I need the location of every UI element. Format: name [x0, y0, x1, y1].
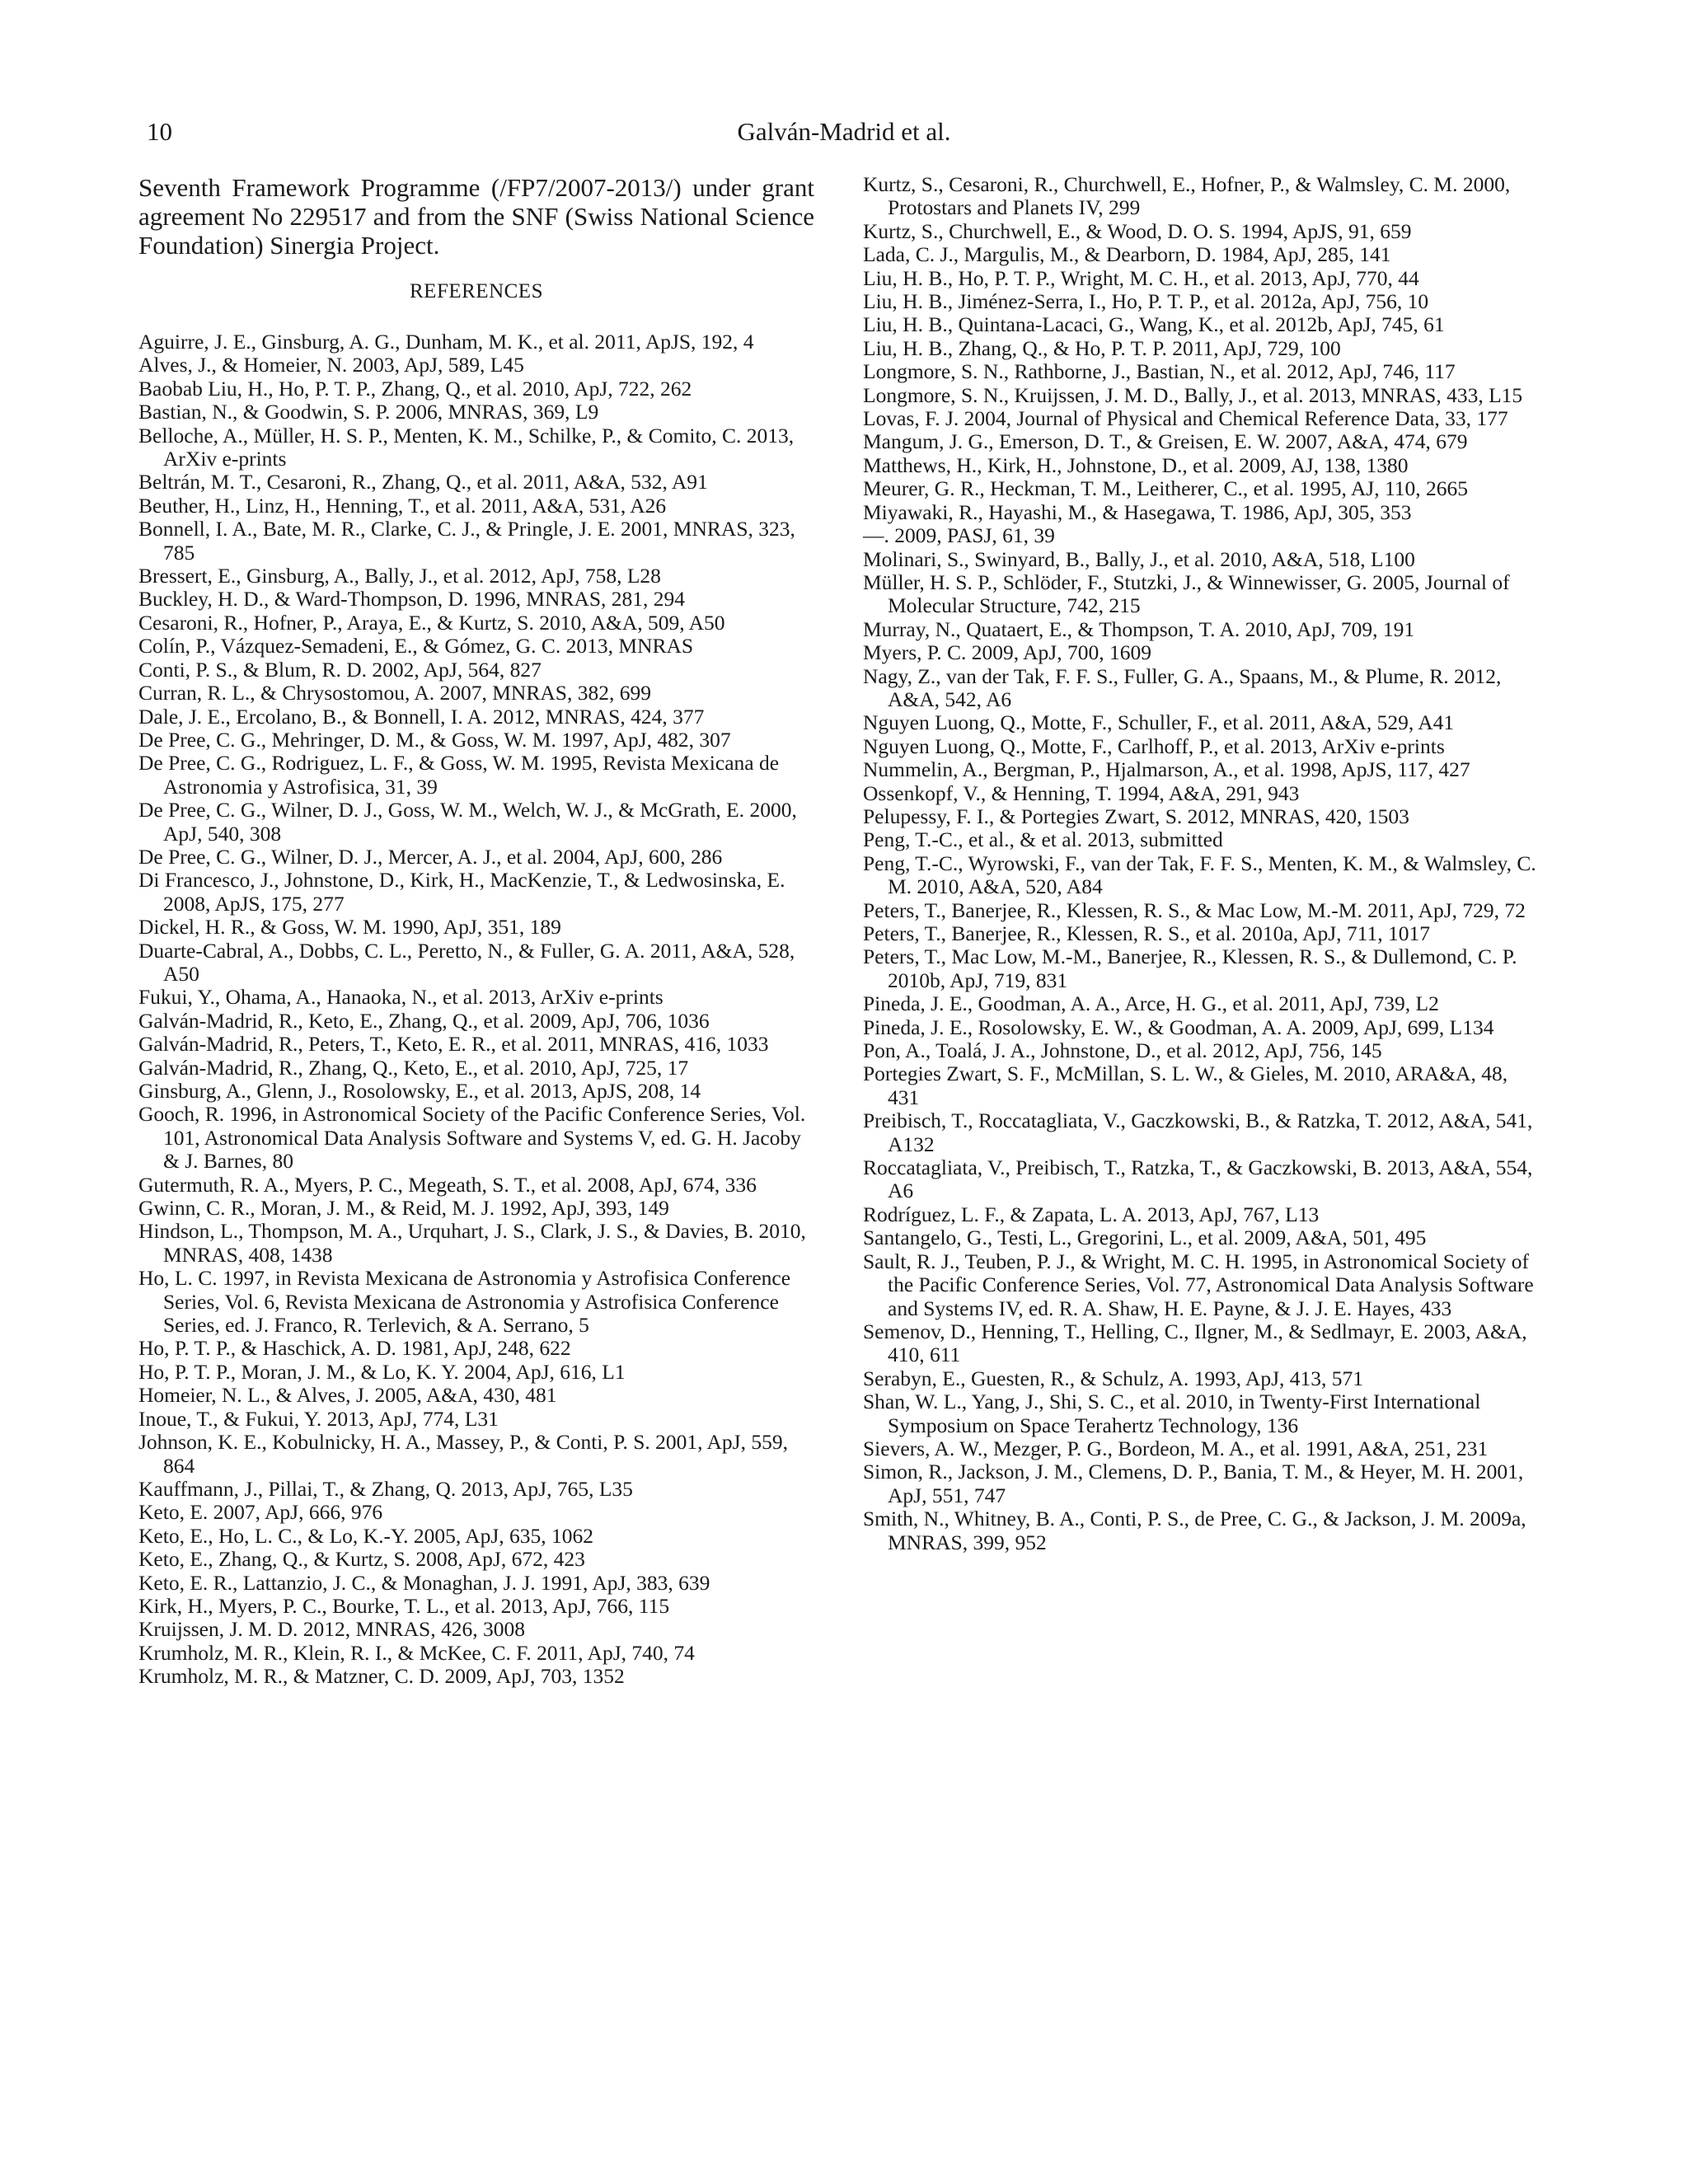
reference-item: Müller, H. S. P., Schlöder, F., Stutzki, J., & Winnewisser, G. 2005, Journal of Molecular Structure, 742, 215 — [863, 569, 1510, 618]
reference-item: Lada, C. J., Margulis, M., & Dearborn, D. 1984, ApJ, 285, 141 — [863, 242, 1391, 267]
reference-item: Murray, N., Quataert, E., & Thompson, T. A. 2010, ApJ, 709, 191 — [863, 616, 1415, 641]
reference-item: Sault, R. J., Teuben, P. J., & Wright, M. C. H. 1995, in Astronomical Society of the Pacific Conference Series, Vol. 77, Astronomical Data Analysis Software and Systems IV, ed. R. A. Shaw, H. E. Payne, & J. J. E. Hayes, 433 — [863, 1249, 1534, 1320]
reference-item: Longmore, S. N., Rathborne, J., Bastian, N., et al. 2012, ApJ, 746, 117 — [863, 359, 1456, 384]
reference-item: Gooch, R. 1996, in Astronomical Society of the Pacific Conference Series, Vol. 101, Astronomical Data Analysis Software and Systems V, ed. G. H. Jacoby & J. Barnes, 80 — [138, 1102, 806, 1174]
reference-item: De Pree, C. G., Mehringer, D. M., & Goss, W. M. 1997, ApJ, 482, 307 — [138, 727, 731, 752]
reference-item: De Pree, C. G., Rodriguez, L. F., & Goss, W. M. 1995, Revista Mexicana de Astronomia y Astrofisica, 31, 39 — [138, 751, 780, 799]
reference-item: —. 2009, PASJ, 61, 39 — [863, 523, 1055, 548]
reference-item: Belloche, A., Müller, H. S. P., Menten, K. M., Schilke, P., & Comito, C. 2013, ArXiv e-prints — [138, 423, 795, 471]
reference-item: Keto, E., Zhang, Q., & Kurtz, S. 2008, ApJ, 672, 423 — [138, 1547, 585, 1572]
acknowledgment-text: Seventh Framework Programme (/FP7/2007-2013/) under grant agreement No 229517 and from the SNF (Swiss National Science Foundation) Sinergia Project. — [138, 173, 814, 260]
reference-item: Myers, P. C. 2009, ApJ, 700, 1609 — [863, 640, 1151, 665]
reference-item: Nummelin, A., Bergman, P., Hjalmarson, A., et al. 1998, ApJS, 117, 427 — [863, 757, 1470, 782]
reference-item: Homeier, N. L., & Alves, J. 2005, A&A, 430, 481 — [138, 1383, 557, 1408]
reference-item: De Pree, C. G., Wilner, D. J., Mercer, A. J., et al. 2004, ApJ, 600, 286 — [138, 844, 723, 869]
reference-item: Liu, H. B., Ho, P. T. P., Wright, M. C. H., et al. 2013, ApJ, 770, 44 — [863, 265, 1419, 290]
reference-item: Kirk, H., Myers, P. C., Bourke, T. L., et al. 2013, ApJ, 766, 115 — [138, 1593, 670, 1618]
reference-item: Miyawaki, R., Hayashi, M., & Hasegawa, T. 1986, ApJ, 305, 353 — [863, 499, 1412, 524]
reference-item: Mangum, J. G., Emerson, D. T., & Greisen, E. W. 2007, A&A, 474, 679 — [863, 429, 1468, 454]
reference-item: Shan, W. L., Yang, J., Shi, S. C., et al. 2010, in Twenty-First International Symposium on Space Terahertz Technology, 136 — [863, 1390, 1481, 1437]
reference-item: Beltrán, M. T., Cesaroni, R., Zhang, Q., et al. 2011, A&A, 532, A91 — [138, 470, 708, 494]
reference-item: Fukui, Y., Ohama, A., Hanaoka, N., et al. 2013, ArXiv e-prints — [138, 985, 663, 1010]
reference-item: Smith, N., Whitney, B. A., Conti, P. S., de Pree, C. G., & Jackson, J. M. 2009a, MNRAS, 399, 952 — [863, 1507, 1526, 1554]
reference-item: Pineda, J. E., Rosolowsky, E. W., & Goodman, A. A. 2009, ApJ, 699, L134 — [863, 1015, 1494, 1039]
reference-item: Pineda, J. E., Goodman, A. A., Arce, H. G., et al. 2011, ApJ, 739, L2 — [863, 991, 1439, 1016]
reference-item: Gutermuth, R. A., Myers, P. C., Megeath, S. T., et al. 2008, ApJ, 674, 336 — [138, 1172, 757, 1197]
reference-item: Rodríguez, L. F., & Zapata, L. A. 2013, ApJ, 767, L13 — [863, 1202, 1320, 1226]
reference-item: Krumholz, M. R., Klein, R. I., & McKee, C. F. 2011, ApJ, 740, 74 — [138, 1640, 695, 1665]
reference-item: Nguyen Luong, Q., Motte, F., Schuller, F., et al. 2011, A&A, 529, A41 — [863, 710, 1455, 735]
reference-item: Ginsburg, A., Glenn, J., Rosolowsky, E., et al. 2013, ApJS, 208, 14 — [138, 1079, 701, 1103]
page-number: 10 — [147, 117, 172, 146]
reference-item: Pon, A., Toalá, J. A., Johnstone, D., et al. 2012, ApJ, 756, 145 — [863, 1038, 1382, 1063]
reference-item: Di Francesco, J., Johnstone, D., Kirk, H., MacKenzie, T., & Ledwosinska, E. 2008, ApJS, 175, 277 — [138, 868, 785, 916]
reference-item: Bastian, N., & Goodwin, S. P. 2006, MNRAS, 369, L9 — [138, 400, 599, 424]
reference-item: Alves, J., & Homeier, N. 2003, ApJ, 589, L45 — [138, 353, 524, 377]
reference-item: Galván-Madrid, R., Zhang, Q., Keto, E., et al. 2010, ApJ, 725, 17 — [138, 1055, 689, 1080]
reference-item: Galván-Madrid, R., Keto, E., Zhang, Q., et al. 2009, ApJ, 706, 1036 — [138, 1008, 710, 1033]
reference-item: Ho, P. T. P., & Haschick, A. D. 1981, ApJ, 248, 622 — [138, 1336, 571, 1361]
reference-item: Semenov, D., Henning, T., Helling, C., Ilgner, M., & Sedlmayr, E. 2003, A&A, 410, 611 — [863, 1319, 1527, 1367]
reference-item: Portegies Zwart, S. F., McMillan, S. L. W., & Gieles, M. 2010, ARA&A, 48, 431 — [863, 1062, 1508, 1109]
reference-item: Keto, E. 2007, ApJ, 666, 976 — [138, 1500, 383, 1525]
reference-item: Hindson, L., Thompson, M. A., Urquhart, J. S., Clark, J. S., & Davies, B. 2010, MNRAS, 408, 1438 — [138, 1219, 806, 1267]
reference-item: Santangelo, G., Testi, L., Gregorini, L., et al. 2009, A&A, 501, 495 — [863, 1226, 1427, 1250]
reference-item: Dale, J. E., Ercolano, B., & Bonnell, I. A. 2012, MNRAS, 424, 377 — [138, 704, 705, 729]
right-column — [863, 173, 1539, 1554]
reference-item: Buckley, H. D., & Ward-Thompson, D. 1996, MNRAS, 281, 294 — [138, 587, 686, 612]
reference-item: Bressert, E., Ginsburg, A., Bally, J., et al. 2012, ApJ, 758, L28 — [138, 564, 661, 588]
reference-item: Nagy, Z., van der Tak, F. F. S., Fuller, G. A., Spaans, M., & Plume, R. 2012, A&A, 542, A6 — [863, 663, 1502, 711]
reference-item: Lovas, F. J. 2004, Journal of Physical and Chemical Reference Data, 33, 177 — [863, 406, 1508, 431]
reference-item: Kurtz, S., Cesaroni, R., Churchwell, E., Hofner, P., & Walmsley, C. M. 2000, Protostars and Planets IV, 299 — [863, 172, 1511, 220]
reference-item: Krumholz, M. R., & Matzner, C. D. 2009, ApJ, 703, 1352 — [138, 1664, 625, 1689]
reference-item: Kruijssen, J. M. D. 2012, MNRAS, 426, 3008 — [138, 1617, 525, 1642]
reference-item: Keto, E. R., Lattanzio, J. C., & Monaghan, J. J. 1991, ApJ, 383, 639 — [138, 1570, 710, 1595]
reference-item: Peters, T., Banerjee, R., Klessen, R. S., & Mac Low, M.-M. 2011, ApJ, 729, 72 — [863, 898, 1526, 922]
reference-item: Bonnell, I. A., Bate, M. R., Clarke, C. J., & Pringle, J. E. 2001, MNRAS, 323, 785 — [138, 517, 795, 565]
running-head: Galván-Madrid et al. — [737, 117, 951, 146]
reference-item: Roccatagliata, V., Preibisch, T., Ratzka, T., & Gaczkowski, B. 2013, A&A, 554, A6 — [863, 1155, 1533, 1203]
reference-item: Serabyn, E., Guesten, R., & Schulz, A. 1993, ApJ, 413, 571 — [863, 1366, 1364, 1390]
reference-item: Peng, T.-C., et al., & et al. 2013, submitted — [863, 827, 1223, 852]
reference-item: Pelupessy, F. I., & Portegies Zwart, S. 2012, MNRAS, 420, 1503 — [863, 804, 1409, 828]
reference-item: Inoue, T., & Fukui, Y. 2013, ApJ, 774, L31 — [138, 1406, 499, 1431]
reference-item: Baobab Liu, H., Ho, P. T. P., Zhang, Q., et al. 2010, ApJ, 722, 262 — [138, 376, 692, 401]
reference-item: Johnson, K. E., Kobulnicky, H. A., Massey, P., & Conti, P. S. 2001, ApJ, 559, 864 — [138, 1430, 788, 1478]
page-header — [0, 115, 1688, 157]
left-column — [138, 173, 814, 1689]
reference-item: Cesaroni, R., Hofner, P., Araya, E., & Kurtz, S. 2010, A&A, 509, A50 — [138, 610, 725, 635]
reference-item: Liu, H. B., Jiménez-Serra, I., Ho, P. T. P., et al. 2012a, ApJ, 756, 10 — [863, 289, 1429, 314]
reference-item: Aguirre, J. E., Ginsburg, A. G., Dunham, M. K., et al. 2011, ApJS, 192, 4 — [138, 330, 754, 354]
reference-item: Duarte-Cabral, A., Dobbs, C. L., Peretto, N., & Fuller, G. A. 2011, A&A, 528, A50 — [138, 938, 795, 986]
reference-item: De Pree, C. G., Wilner, D. J., Goss, W. M., Welch, W. J., & McGrath, E. 2000, ApJ, 540, 308 — [138, 798, 797, 846]
reference-item: Ho, L. C. 1997, in Revista Mexicana de Astronomia y Astrofisica Conference Series, Vol. 6, Revista Mexicana de Astronomia y Astrofisica Conference Series, ed. J. Franco, R. Terlevich, & A. Serrano, 5 — [138, 1266, 791, 1338]
reference-item: Gwinn, C. R., Moran, J. M., & Reid, M. J. 1992, ApJ, 393, 149 — [138, 1196, 669, 1221]
reference-item: Kauffmann, J., Pillai, T., & Zhang, Q. 2013, ApJ, 765, L35 — [138, 1476, 633, 1501]
reference-item: Liu, H. B., Zhang, Q., & Ho, P. T. P. 2011, ApJ, 729, 100 — [863, 335, 1341, 360]
reference-item: Liu, H. B., Quintana-Lacaci, G., Wang, K., et al. 2012b, ApJ, 745, 61 — [863, 312, 1445, 337]
reference-item: Dickel, H. R., & Goss, W. M. 1990, ApJ, 351, 189 — [138, 915, 561, 940]
reference-item: Meurer, G. R., Heckman, T. M., Leitherer, C., et al. 1995, AJ, 110, 2665 — [863, 476, 1469, 501]
reference-item: Nguyen Luong, Q., Motte, F., Carlhoff, P., et al. 2013, ArXiv e-prints — [863, 733, 1445, 758]
reference-item: Simon, R., Jackson, J. M., Clemens, D. P., Bania, T. M., & Heyer, M. H. 2001, ApJ, 551, 747 — [863, 1460, 1524, 1507]
reference-item: Colín, P., Vázquez-Semadeni, E., & Gómez, G. C. 2013, MNRAS — [138, 634, 694, 658]
reference-item: Molinari, S., Swinyard, B., Bally, J., et al. 2010, A&A, 518, L100 — [863, 546, 1415, 571]
reference-item: Galván-Madrid, R., Peters, T., Keto, E. R., et al. 2011, MNRAS, 416, 1033 — [138, 1032, 769, 1057]
reference-item: Peters, T., Banerjee, R., Klessen, R. S., et al. 2010a, ApJ, 711, 1017 — [863, 921, 1430, 945]
reference-item: Peters, T., Mac Low, M.-M., Banerjee, R., Klessen, R. S., & Dullemond, C. P. 2010b, ApJ, 719, 831 — [863, 944, 1517, 992]
reference-item: Ho, P. T. P., Moran, J. M., & Lo, K. Y. 2004, ApJ, 616, L1 — [138, 1359, 626, 1384]
reference-item: Keto, E., Ho, L. C., & Lo, K.-Y. 2005, ApJ, 635, 1062 — [138, 1523, 594, 1548]
reference-item: Matthews, H., Kirk, H., Johnstone, D., et al. 2009, AJ, 138, 1380 — [863, 452, 1409, 477]
reference-list-right — [863, 173, 1539, 1554]
reference-item: Curran, R. L., & Chrysostomou, A. 2007, MNRAS, 382, 699 — [138, 681, 651, 705]
reference-item: Ossenkopf, V., & Henning, T. 1994, A&A, 291, 943 — [863, 780, 1300, 805]
reference-item: Peng, T.-C., Wyrowski, F., van der Tak, F. F. S., Menten, K. M., & Walmsley, C. M. 2010, A&A, 520, A84 — [863, 851, 1536, 899]
reference-item: Longmore, S. N., Kruijssen, J. M. D., Bally, J., et al. 2013, MNRAS, 433, L15 — [863, 382, 1523, 407]
reference-item: Conti, P. S., & Blum, R. D. 2002, ApJ, 564, 827 — [138, 657, 542, 682]
references-heading: REFERENCES — [410, 280, 543, 302]
reference-item: Kurtz, S., Churchwell, E., & Wood, D. O. S. 1994, ApJS, 91, 659 — [863, 218, 1412, 243]
reference-list-left — [138, 330, 814, 1689]
reference-item: Preibisch, T., Roccatagliata, V., Gaczkowski, B., & Ratzka, T. 2012, A&A, 541, A132 — [863, 1108, 1533, 1156]
reference-item: Sievers, A. W., Mezger, P. G., Bordeon, M. A., et al. 1991, A&A, 251, 231 — [863, 1436, 1489, 1460]
reference-item: Beuther, H., Linz, H., Henning, T., et al. 2011, A&A, 531, A26 — [138, 493, 667, 518]
